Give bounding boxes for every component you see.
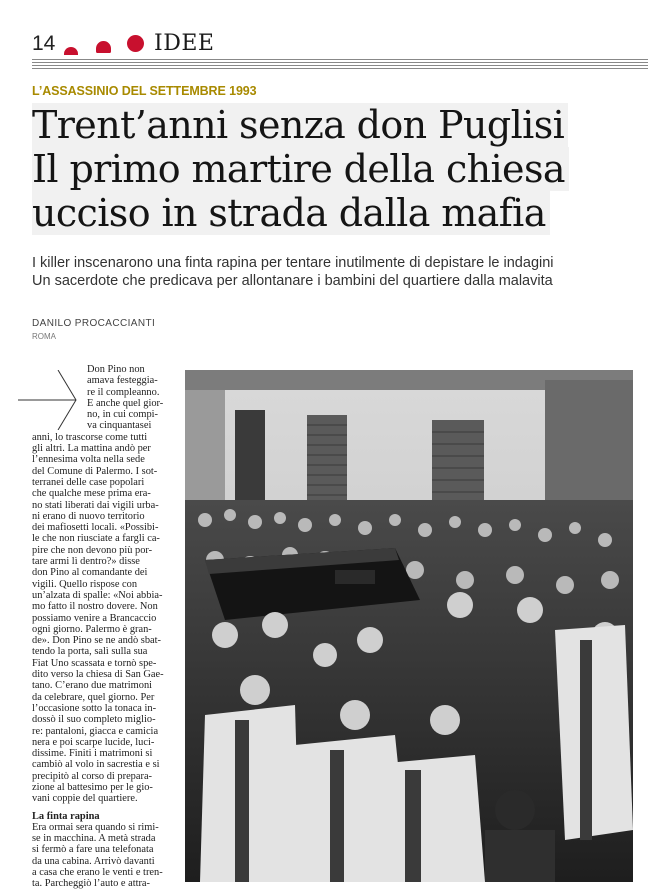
photo-illustration: [185, 370, 633, 882]
body-line: re il compleanno.: [87, 386, 160, 398]
body-line: vigili. Quello rispose con: [32, 578, 138, 590]
body-line: tendo la porta, salì sulla sua: [32, 646, 148, 658]
body-line: dei mafiosetti locali. «Possibi-: [32, 522, 159, 534]
body-line: l’ennesima volta nella sede: [32, 454, 145, 466]
body-line: E anche quel gior-: [87, 397, 164, 409]
decorative-dot-small: [64, 47, 78, 55]
article-body: [32, 364, 174, 890]
body-line: Fiat Uno scassata e tornò spe-: [32, 657, 157, 669]
page-header: [32, 30, 648, 70]
body-line: a casa che erano le venti e tren-: [32, 867, 163, 879]
body-line: si fermò a fare una telefonata: [32, 844, 154, 856]
body-line: precipitò al corso di prepara-: [32, 770, 153, 782]
body-line: anni, lo trascorse come tutti: [32, 431, 148, 443]
article-deck: [32, 254, 632, 290]
body-line: terranei delle case popolari: [32, 476, 145, 488]
body-line: re: pantaloni, giacca e camicia: [32, 725, 159, 737]
body-line: dissime. Finiti i matrimoni si: [32, 748, 153, 760]
body-line: le che non riusciate a fargli ca-: [32, 533, 160, 545]
body-line: dito verso la chiesa di San Gae-: [32, 669, 164, 681]
body-line: gli altri. La mattina andò per: [32, 443, 151, 455]
headline: [32, 103, 632, 235]
body-line: ni erano di nuovo territorio: [32, 510, 145, 522]
body-line: mo fatto il nostro dovere. Non: [32, 601, 158, 613]
body-line: ta. Parcheggiò l’auto e attra-: [32, 878, 150, 890]
body-line: pire che non devono più por-: [32, 544, 153, 556]
body-line: no, in cui compi-: [87, 409, 158, 421]
body-line: ogni giorno. Palermo è gran-: [32, 623, 152, 635]
body-line: de». Don Pino se ne andò sbat-: [32, 635, 161, 647]
page-number: 14: [32, 32, 56, 55]
body-line: un’alzata di spalle: «Noi abbia-: [32, 589, 163, 601]
headline-line: ucciso in strada dalla mafia: [32, 191, 550, 235]
section-title: IDEE: [154, 31, 215, 56]
article-kicker: L’ASSASSINIO DEL SETTEMBRE 1993: [32, 84, 257, 98]
body-line: va cinquantasei: [87, 420, 152, 432]
deck-line: I killer inscenarono una finta rapina per tentare inutilmente di depistare le indagini: [32, 255, 554, 271]
body-line: Era ormai sera quando si rimi-: [32, 821, 159, 833]
body-line: da una cabina. Arrivò davanti: [32, 855, 155, 867]
body-line: da celebrare, quel giorno. Per: [32, 691, 155, 703]
body-line: se in macchina. A metà strada: [32, 833, 156, 845]
author-byline: DANILO PROCACCIANTI: [32, 318, 156, 329]
body-subhead: La finta rapina: [32, 810, 100, 822]
funeral-procession-photo: [185, 370, 633, 882]
body-line: zione al battesimo per le gio-: [32, 781, 153, 793]
headline-line: Il primo martire della chiesa: [32, 147, 569, 191]
body-line: cambiò al volo in sacrestia e si: [32, 759, 160, 771]
body-line: dossò il suo completo miglio-: [32, 714, 156, 726]
body-line: nera e poi scarpe lucide, luci-: [32, 736, 155, 748]
body-line: Don Pino non: [87, 364, 145, 375]
headline-line: Trent’anni senza don Puglisi: [32, 103, 568, 147]
decorative-dot-medium: [96, 41, 111, 53]
body-line: no stati liberati dai vigili urba-: [32, 499, 159, 511]
body-line: tare armi lì dentro?» disse: [32, 556, 140, 568]
decorative-dot-large: [127, 35, 144, 52]
body-line: possiamo venire a Brancaccio: [32, 612, 157, 624]
header-rules: [32, 59, 648, 71]
body-line: l’occasione sotto la tonaca in-: [32, 702, 157, 714]
body-line: amava festeggia-: [87, 375, 158, 387]
body-line: del Comune di Palermo. I sot-: [32, 465, 158, 477]
body-line: che qualche mese prima era-: [32, 488, 151, 500]
dateline-place: ROMA: [32, 332, 56, 341]
deck-line: Un sacerdote che predicava per allontanare i bambini del quartiere dalla malavita: [32, 273, 553, 289]
body-line: don Pino al comandante dei: [32, 567, 148, 579]
body-line: vani coppie del quartiere.: [32, 793, 138, 805]
body-line: tano. C’erano due matrimoni: [32, 680, 153, 692]
